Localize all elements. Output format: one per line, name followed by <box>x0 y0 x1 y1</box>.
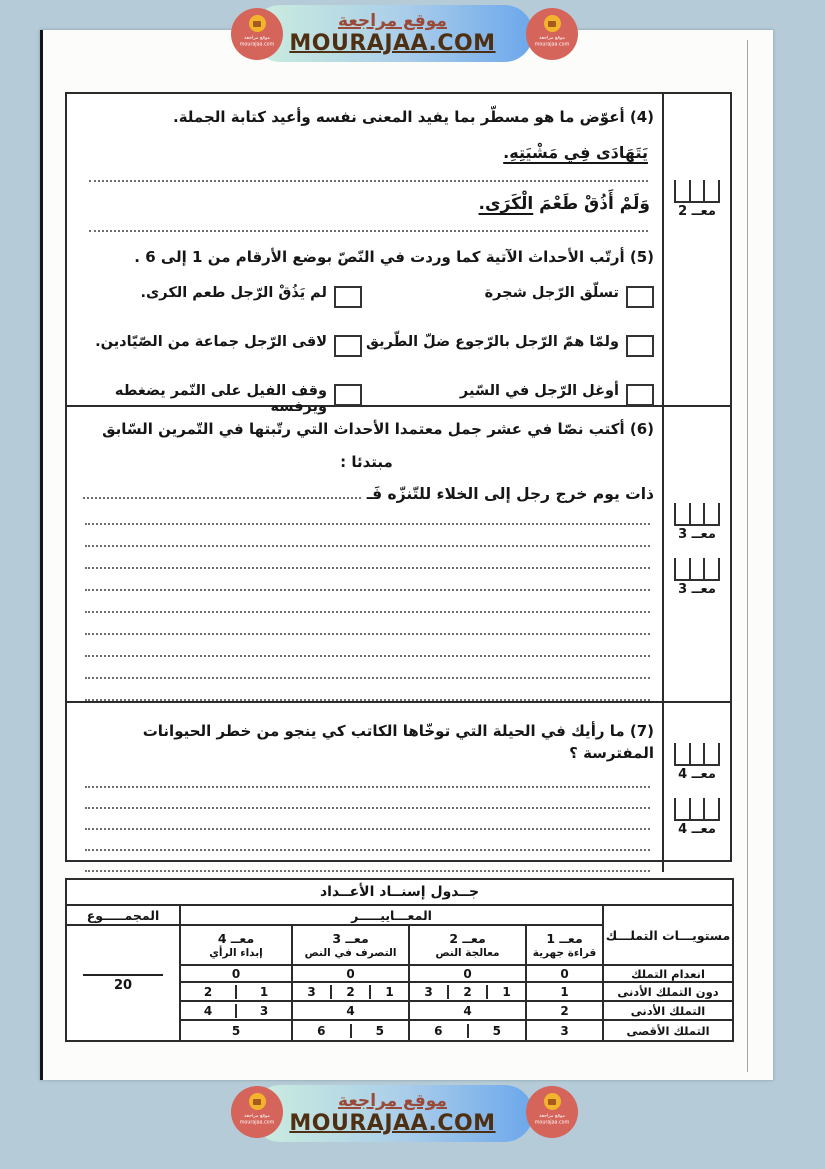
q5-event-item: ولمّا همّ الرّجل بالرّجوع ضلّ الطّريق <box>362 334 654 357</box>
q5-event-item: لم يَذُقْ الرّجل طعم الكرى. <box>79 285 362 308</box>
criterion-header: معــ 2 معالجة النص <box>409 925 526 965</box>
question-4-prompt: (4) أعوّض ما هو مسطّر بما يفيد المعنى نفسه وأعيد كتابة الجملة. <box>173 108 654 126</box>
answer-line <box>85 828 650 830</box>
badge-text-latin: mourajaa.com <box>239 1119 275 1126</box>
q5-event-item: لاقى الرّجل جماعة من الصّيّادين. <box>79 334 362 357</box>
answer-line <box>85 589 650 591</box>
grade-cell: 0 <box>180 965 292 982</box>
answer-line <box>85 655 650 657</box>
q7-content <box>67 703 662 873</box>
site-banner-header <box>252 5 533 62</box>
question-4-number: (4) <box>629 108 654 126</box>
order-checkbox <box>626 335 654 357</box>
tally-box-icon <box>674 743 720 766</box>
score-label: معــ 3 <box>678 582 716 597</box>
badge-logo-icon <box>249 15 266 32</box>
q5-event-item: أوغل الرّجل في السّير <box>362 383 654 406</box>
score-mark <box>674 180 720 219</box>
grade-cell: 4 <box>292 1001 409 1020</box>
badge-text-arabic: موقع مراجعة <box>244 34 270 41</box>
mastery-level-label: التملك الأدنى <box>603 1001 733 1020</box>
score-label: معــ 4 <box>678 821 716 837</box>
criterion-header: معــ 4 إبداء الرأي <box>180 925 292 965</box>
tally-box-icon <box>674 798 720 821</box>
badge-logo-icon <box>249 1093 266 1110</box>
section-q4-q5 <box>67 94 730 415</box>
levels-header: مستويـــات التملـــك <box>603 905 733 965</box>
score-column <box>662 94 730 405</box>
order-checkbox <box>626 384 654 406</box>
score-column <box>662 407 730 701</box>
site-badge <box>231 8 283 60</box>
answer-line <box>85 567 650 569</box>
badge-logo-icon <box>544 15 561 32</box>
order-checkbox <box>626 286 654 308</box>
q5-event-item: تسلّق الرّجل شجرة <box>362 285 654 308</box>
answer-line <box>85 611 650 613</box>
site-banner-footer <box>252 1085 533 1142</box>
grade-cell: 2 <box>526 1001 603 1020</box>
badge-logo-icon <box>544 1093 561 1110</box>
page-fold-line <box>747 40 748 1072</box>
badge-text-latin: mourajaa.com <box>534 1119 570 1126</box>
question-5-number: (5) <box>629 247 654 266</box>
site-name-arabic: موقع مراجعة <box>338 11 447 31</box>
tally-box-icon <box>674 503 720 526</box>
score-mark <box>674 503 720 542</box>
site-name-latin: MOURAJAA.COM <box>289 1111 496 1136</box>
order-checkbox <box>334 384 362 406</box>
grade-cell: 5 6 <box>292 1020 409 1041</box>
grade-cell: 5 <box>180 1020 292 1041</box>
answer-line <box>85 807 650 809</box>
total-score-line <box>83 974 164 976</box>
question-6-number: (6) <box>629 420 654 438</box>
question-7-prompt: (7) ما رأيك في الحيلة التي توخّاها الكاتب كي ينجو من خطر الحيوانات المفترسة ؟ <box>142 721 654 762</box>
score-mark <box>674 558 720 597</box>
site-badge <box>231 1086 283 1138</box>
section-q7 <box>67 703 730 873</box>
q4-sentence-1: يَتَهَادَى فِي مَشْيَتِهِ. <box>503 142 648 162</box>
total-header: المجمـــــوع <box>66 905 180 925</box>
badge-text-arabic: موقع مراجعة <box>244 1112 270 1119</box>
grade-cell: 0 <box>526 965 603 982</box>
question-6-prompt: (6) أكتب نصّا في عشر جمل معتمدا الأحداث التي رتّبتها في التّمرين السّابق <box>102 420 654 438</box>
mastery-level-label: انعدام التملك <box>603 965 733 982</box>
answer-line <box>85 677 650 679</box>
answer-line <box>85 870 650 872</box>
answer-line <box>85 545 650 547</box>
score-label: معــ 4 <box>678 766 716 782</box>
criteria-header: المعـــاييـــــر <box>180 905 603 925</box>
question-7-number: (7) <box>629 721 654 740</box>
answer-line <box>85 633 650 635</box>
q5-event-item: وقف الفيل على النّمر يضغطه ويرفسه <box>79 383 362 415</box>
q4-sentence-2: وَلَمْ أَذُقْ طَعْمَ الْكَرَى. <box>478 193 650 214</box>
score-label: معــ 3 <box>678 527 716 542</box>
grade-cell: 1 <box>526 982 603 1001</box>
total-score-cell <box>66 925 180 1041</box>
grading-table-title: جــدول إسنــاد الأعــداد <box>66 879 733 905</box>
exercise-box <box>65 92 732 862</box>
order-checkbox <box>334 286 362 308</box>
q4-q5-content <box>67 94 662 415</box>
question-5-prompt: (5) أرتّب الأحداث الآتية كما وردت في النّصّ بوضع الأرقام من 1 إلى 6 . <box>134 247 654 266</box>
q5-row <box>79 285 654 308</box>
mastery-level-label: التملك الأقصى <box>603 1020 733 1041</box>
tally-box-icon <box>674 558 720 581</box>
grade-cell: 3 4 <box>180 1001 292 1020</box>
score-label: معــ 2 <box>678 204 716 219</box>
badge-text-arabic: موقع مراجعة <box>539 34 565 41</box>
mastery-level-label: دون التملك الأدنى <box>603 982 733 1001</box>
grade-cell: 1 2 <box>180 982 292 1001</box>
q5-row <box>79 334 654 357</box>
q6-content <box>67 407 662 701</box>
answer-line <box>89 230 648 232</box>
grade-cell: 5 6 <box>409 1020 526 1041</box>
grade-cell: 4 <box>409 1001 526 1020</box>
grade-cell: 3 <box>526 1020 603 1041</box>
badge-text-latin: mourajaa.com <box>534 41 570 48</box>
score-mark <box>674 743 720 782</box>
site-badge <box>526 8 578 60</box>
q6-prompt-continuation: مبتدئا : <box>340 452 393 471</box>
answer-line <box>85 523 650 525</box>
q6-starter-line: ذات يوم خرج رجل إلى الخلاء للتّنزّه فَـ <box>79 485 654 503</box>
answer-line <box>89 180 648 182</box>
grade-cell: 1 2 3 <box>409 982 526 1001</box>
q4-underlined-word: الْكَرَى. <box>478 193 534 214</box>
site-name-arabic: موقع مراجعة <box>338 1091 447 1111</box>
answer-line <box>85 699 650 701</box>
answer-line <box>85 786 650 788</box>
grade-cell: 1 2 3 <box>292 982 409 1001</box>
score-column <box>662 703 730 873</box>
site-badge <box>526 1086 578 1138</box>
total-score-value: 20 <box>113 977 133 993</box>
criterion-header: معــ 3 التصرف في النص <box>292 925 409 965</box>
order-checkbox <box>334 335 362 357</box>
section-q6 <box>67 407 730 703</box>
score-mark <box>674 798 720 837</box>
tally-box-icon <box>674 180 720 203</box>
grade-cell: 0 <box>292 965 409 982</box>
answer-line <box>85 849 650 851</box>
badge-text-latin: mourajaa.com <box>239 41 275 48</box>
grading-table <box>65 878 734 1042</box>
badge-text-arabic: موقع مراجعة <box>539 1112 565 1119</box>
site-name-latin: MOURAJAA.COM <box>289 31 496 56</box>
answer-line <box>83 497 361 499</box>
criterion-header: معــ 1 قراءة جهرية <box>526 925 603 965</box>
grade-cell: 0 <box>409 965 526 982</box>
